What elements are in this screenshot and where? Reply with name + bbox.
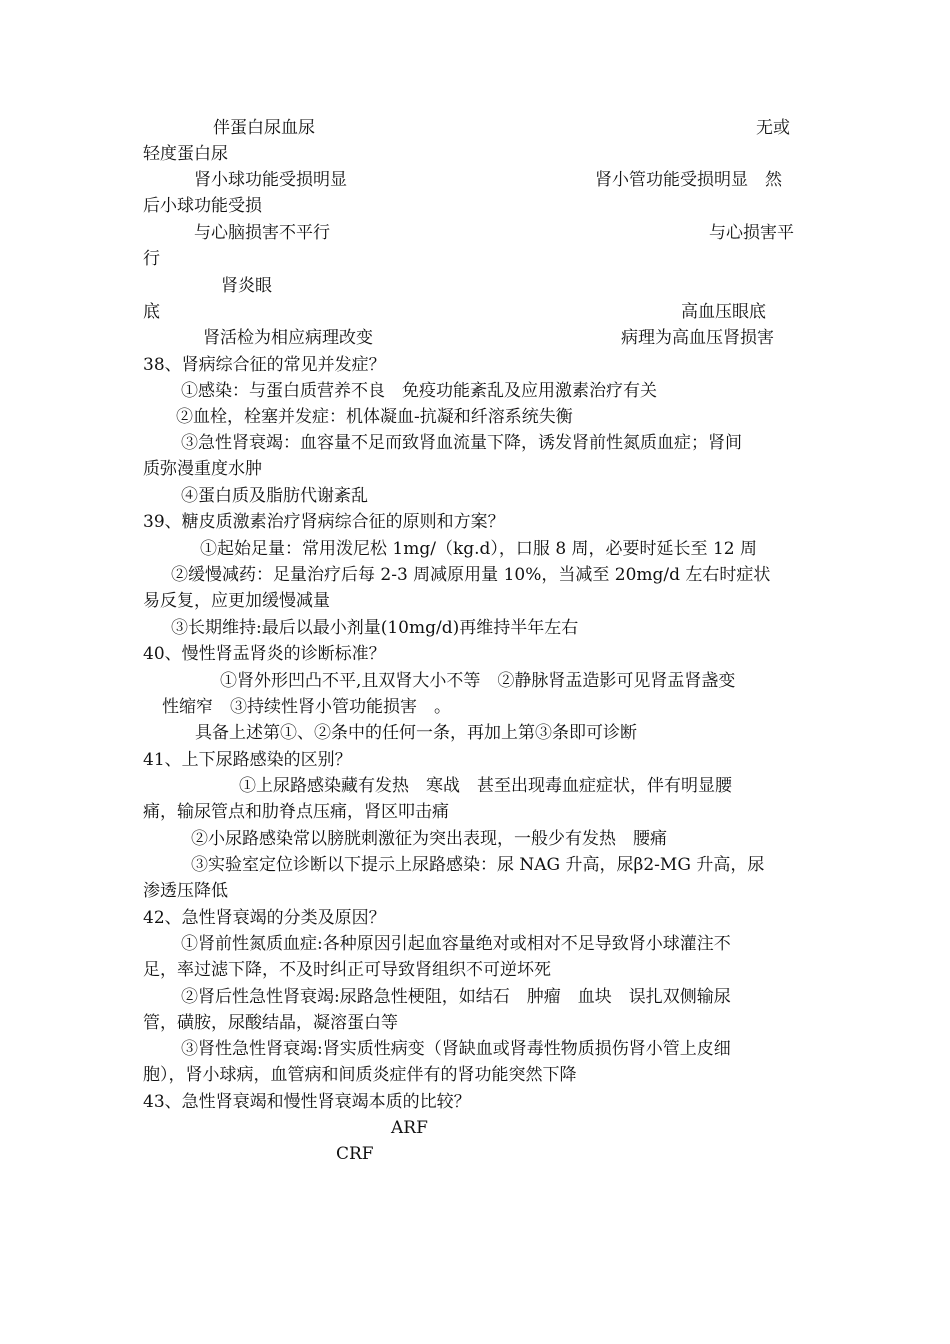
compare-row-1-right: 无或	[756, 118, 790, 138]
compare-row-1-left: 伴蛋白尿血尿	[213, 118, 315, 138]
q42-answer-1-line-1: ①肾前性氮质血症:各种原因引起血容量绝对或相对不足导致肾小球灌注不	[181, 934, 731, 954]
q39-answer-1: ①起始足量：常用泼尼松 1mg/（kg.d），口服 8 周，必要时延长至 12 周	[200, 539, 757, 559]
q42-answer-2-line-1: ②肾后性急性肾衰竭:尿路急性梗阻，如结石 肿瘤 血块 误扎双侧输尿	[181, 987, 731, 1007]
question-41-title: 41、上下尿路感染的区别？	[143, 750, 352, 770]
q38-answer-3-line-2: 质弥漫重度水肿	[143, 459, 262, 479]
question-43-title: 43、急性肾衰竭和慢性肾衰竭本质的比较？	[143, 1092, 471, 1112]
compare-row-4-right: 高血压眼底	[681, 302, 766, 322]
q43-column-crf: CRF	[336, 1144, 374, 1164]
q39-answer-3: ③长期维持:最后以最小剂量(10mg/d)再维持半年左右	[171, 618, 579, 638]
q40-answer-2: 具备上述第①、②条中的任何一条，再加上第③条即可诊断	[195, 723, 637, 743]
q41-answer-1-line-2: 痛，输尿管点和肋脊点压痛，肾区叩击痛	[143, 802, 449, 822]
q41-answer-3-line-1: ③实验室定位诊断以下提示上尿路感染：尿 NAG 升高，尿β2-MG 升高，尿	[191, 855, 765, 875]
question-38-title: 38、肾病综合征的常见并发症？	[143, 355, 386, 375]
q41-answer-1-line-1: ①上尿路感染藏有发热 寒战 甚至出现毒血症症状，伴有明显腰	[239, 776, 732, 796]
q39-answer-2-line-2: 易反复，应更加缓慢减量	[143, 591, 330, 611]
compare-row-4-left-wrap: 底	[143, 302, 160, 322]
q43-column-arf: ARF	[391, 1118, 428, 1138]
q38-answer-2: ②血栓，栓塞并发症：机体凝血-抗凝和纤溶系统失衡	[176, 407, 573, 427]
q38-answer-4: ④蛋白质及脂肪代谢紊乱	[181, 486, 368, 506]
q38-answer-1: ①感染：与蛋白质营养不良 免疫功能紊乱及应用激素治疗有关	[181, 381, 657, 401]
compare-row-2-right: 肾小管功能受损明显 然	[595, 170, 782, 190]
question-39-title: 39、糖皮质激素治疗肾病综合征的原则和方案？	[143, 512, 505, 532]
q41-answer-3-line-2: 渗透压降低	[143, 881, 228, 901]
q40-answer-1-line-1: ①肾外形凹凸不平,且双肾大小不等 ②静脉肾盂造影可见肾盂肾盏变	[220, 671, 736, 691]
compare-row-3-right: 与心损害平	[709, 223, 794, 243]
compare-row-3-left: 与心脑损害不平行	[194, 223, 330, 243]
compare-row-5-left: 肾活检为相应病理改变	[203, 328, 373, 348]
q42-answer-1-line-2: 足，率过滤下降，不及时纠正可导致肾组织不可逆坏死	[143, 960, 551, 980]
q41-answer-2: ②小尿路感染常以膀胱刺激征为突出表现，一般少有发热 腰痛	[191, 829, 667, 849]
compare-row-1-wrap: 轻度蛋白尿	[143, 144, 228, 164]
q42-answer-2-line-2: 管，磺胺，尿酸结晶，凝溶蛋白等	[143, 1013, 398, 1033]
q38-answer-3-line-1: ③急性肾衰竭：血容量不足而致肾血流量下降，诱发肾前性氮质血症；肾间	[181, 433, 742, 453]
question-40-title: 40、慢性肾盂肾炎的诊断标准？	[143, 644, 386, 664]
compare-row-2-wrap: 后小球功能受损	[143, 196, 262, 216]
compare-row-4-left: 肾炎眼	[221, 276, 272, 296]
q42-answer-3-line-2: 胞），肾小球病，血管病和间质炎症伴有的肾功能突然下降	[143, 1065, 577, 1085]
compare-row-5-right: 病理为高血压肾损害	[621, 328, 774, 348]
q42-answer-3-line-1: ③肾性急性肾衰竭:肾实质性病变（肾缺血或肾毒性物质损伤肾小管上皮细	[181, 1039, 731, 1059]
question-42-title: 42、急性肾衰竭的分类及原因？	[143, 908, 386, 928]
q39-answer-2-line-1: ②缓慢减药：足量治疗后每 2-3 周减原用量 10%，当减至 20mg/d 左右时症状	[171, 565, 771, 585]
compare-row-3-wrap: 行	[143, 249, 160, 269]
compare-row-2-left: 肾小球功能受损明显	[194, 170, 347, 190]
q40-answer-1-line-2: 性缩窄 ③持续性肾小管功能损害 。	[162, 697, 451, 717]
